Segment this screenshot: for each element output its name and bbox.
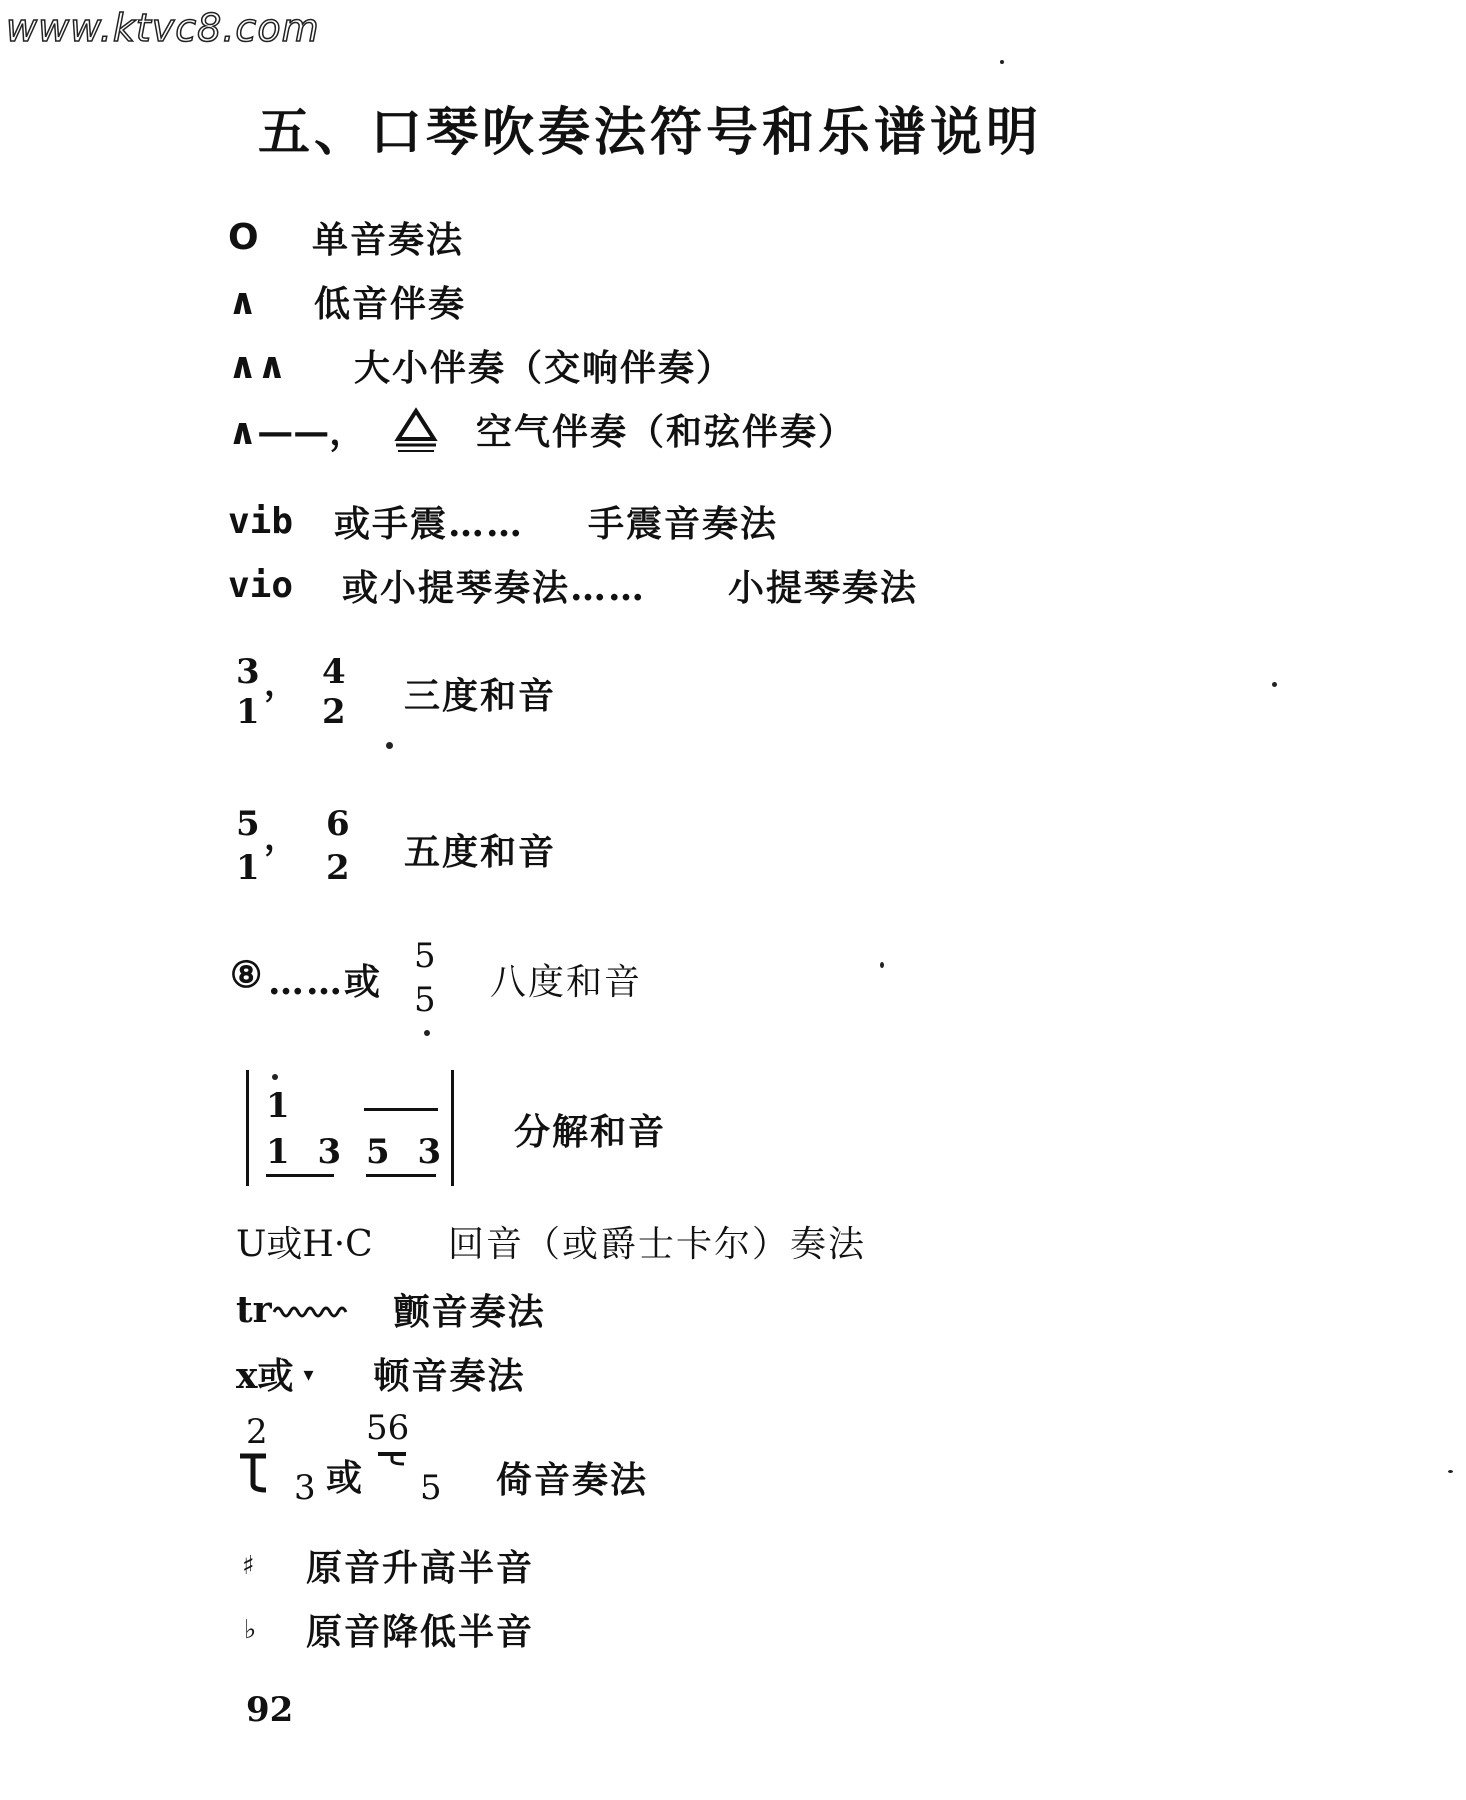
grace-tie-icon <box>376 1450 410 1466</box>
trill-symbol: tr <box>236 1288 272 1331</box>
sharp-icon: ♯ <box>242 1550 255 1581</box>
fifth-top-2: 6 <box>326 804 350 844</box>
octave-bottom: 5 <box>414 980 436 1020</box>
grace-superscript-2: 56 <box>366 1408 410 1448</box>
third-bottom-2: 2 <box>322 692 346 732</box>
big-small-desc: 大小伴奏（交响伴奏） <box>354 347 735 389</box>
fifth-separator: ， <box>264 818 298 858</box>
row-trill <box>236 1284 546 1335</box>
fifth-bottom-1: 1 <box>236 848 260 888</box>
grace-slur-icon <box>236 1450 270 1494</box>
row-vibrato <box>228 496 778 547</box>
third-top-2: 4 <box>322 652 346 692</box>
row-big-small-accompaniment <box>228 340 734 391</box>
scan-speck <box>1448 1470 1453 1473</box>
bass-desc: 低音伴奏 <box>314 283 467 325</box>
octave-alt: ……或 <box>268 961 383 1003</box>
underline-2 <box>366 1174 436 1177</box>
scan-speck <box>1000 60 1004 64</box>
trill-wave-icon <box>272 1300 348 1320</box>
staccato-mark-icon: ▾ <box>303 1361 314 1386</box>
lower-octave-dot <box>424 1030 430 1036</box>
octave-desc: 八度和音 <box>490 962 643 1003</box>
grace-base-2: 5 <box>420 1468 442 1508</box>
trill-desc: 颤音奏法 <box>393 1291 546 1333</box>
scan-speck <box>386 742 393 749</box>
triangle-chord-icon <box>388 405 444 455</box>
upper-octave-dot <box>272 1074 278 1080</box>
turn-symbol: U或H·C <box>236 1224 373 1265</box>
fifth-bottom-2: 2 <box>326 848 350 888</box>
bass-symbol: ∧ <box>228 280 258 323</box>
row-bass-accompaniment <box>228 276 466 327</box>
vib-desc: 手震音奏法 <box>588 503 779 545</box>
row-single-note <box>228 212 464 263</box>
grace-desc: 倚音奏法 <box>496 1459 649 1501</box>
row-air-accompaniment <box>228 404 856 455</box>
big-small-symbol: ∧∧ <box>228 344 287 387</box>
vio-alt: 或小提琴奏法…… <box>342 567 647 609</box>
broken-top-note: 1 <box>266 1086 290 1126</box>
scan-speck <box>880 962 884 968</box>
page-title: 五、口琴吹奏法符号和乐谱说明 <box>258 102 1043 163</box>
vio-desc: 小提琴奏法 <box>728 567 919 609</box>
staccato-desc: 顿音奏法 <box>373 1355 526 1397</box>
air-symbol: ∧——， <box>228 411 366 453</box>
flat-desc: 原音降低半音 <box>306 1611 535 1653</box>
broken-desc: 分解和音 <box>514 1111 667 1153</box>
octave-top: 5 <box>414 936 436 976</box>
vib-symbol: vib <box>228 501 294 542</box>
grace-superscript-1: 2 <box>246 1412 268 1452</box>
row-turn <box>236 1216 866 1267</box>
grace-base-1: 3 <box>294 1468 316 1508</box>
fifth-top-1: 5 <box>236 804 260 844</box>
third-bottom-1: 1 <box>236 692 260 732</box>
row-violin <box>228 560 918 611</box>
scan-speck <box>1272 682 1277 687</box>
flat-icon: ♭ <box>244 1614 257 1645</box>
broken-group-2: 5 3 <box>366 1132 450 1172</box>
octave-symbol: ⑧ <box>230 954 265 996</box>
row-flat <box>244 1604 534 1655</box>
third-desc: 三度和音 <box>404 675 557 717</box>
fifth-desc: 五度和音 <box>404 831 557 873</box>
turn-desc: 回音（或爵士卡尔）奏法 <box>448 1224 867 1265</box>
sharp-desc: 原音升高半音 <box>306 1547 535 1589</box>
third-separator: ， <box>264 664 298 704</box>
row-sharp <box>242 1540 534 1591</box>
underline-1 <box>266 1174 334 1177</box>
air-desc: 空气伴奏（和弦伴奏） <box>476 411 857 453</box>
vio-symbol: vio <box>228 565 294 606</box>
third-top-1: 3 <box>236 652 260 692</box>
beam-line <box>364 1108 438 1111</box>
single-note-desc: 单音奏法 <box>312 219 465 261</box>
staccato-symbol: x或 <box>236 1355 294 1397</box>
watermark: www.ktvc8.com <box>6 6 320 50</box>
vib-alt: 或手震…… <box>334 503 525 545</box>
row-staccato <box>236 1348 525 1399</box>
broken-group-1: 1 3 <box>266 1132 350 1172</box>
grace-or: 或 <box>326 1457 365 1499</box>
single-note-symbol: O <box>228 217 259 258</box>
page-number: 92 <box>246 1690 294 1730</box>
